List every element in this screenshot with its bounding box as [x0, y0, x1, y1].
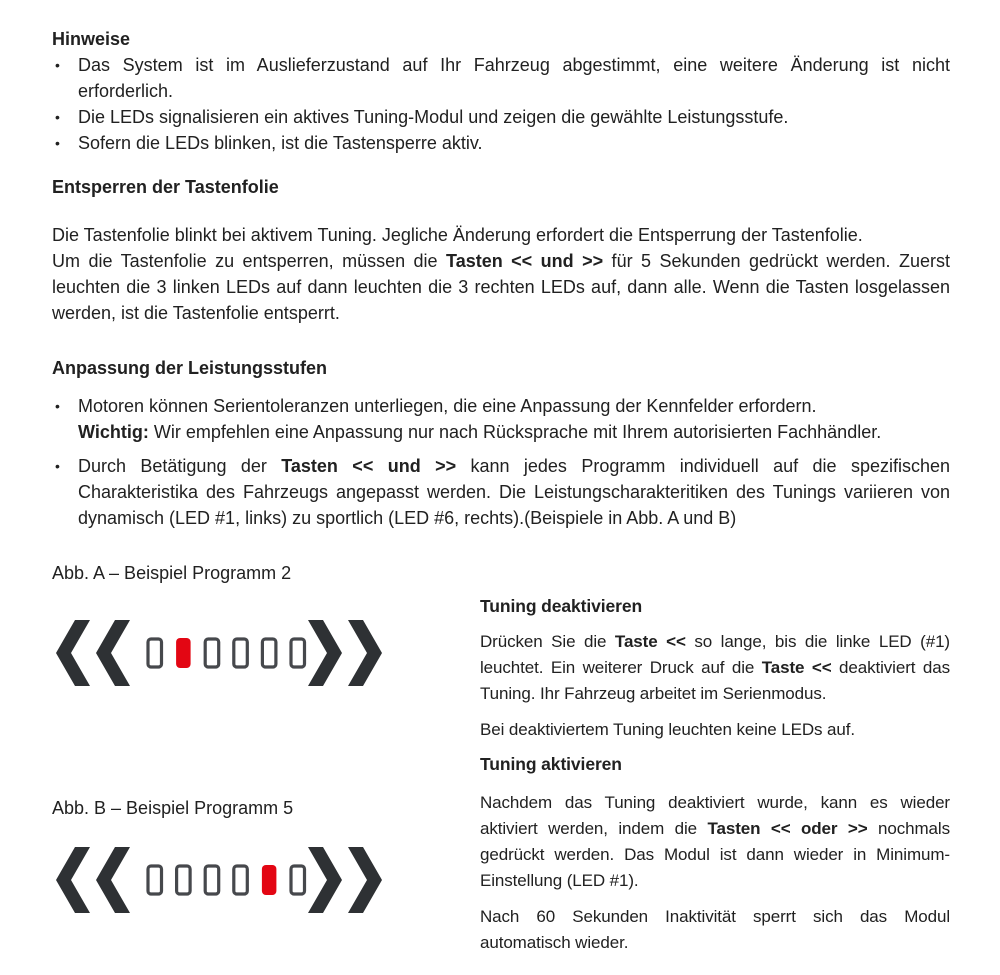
text-run: nochmals gedrückt werden. Das Modul ist dann wieder in Minimum-Einstellung (LED #1).	[480, 819, 950, 890]
text-run: so lange, bis die linke LED (#1) leuchtet. Ein weiterer Druck auf die	[480, 632, 950, 677]
paragraph	[480, 629, 950, 707]
list-item	[52, 453, 950, 531]
text-run: Durch Betätigung der	[78, 456, 282, 476]
chevron-right-icon	[308, 620, 342, 686]
led-2-on	[176, 638, 191, 668]
hinweise-bullet-list	[52, 52, 950, 156]
chevron-left-icon	[96, 847, 130, 913]
section-title-tuning-deaktivieren: Tuning deaktivieren	[480, 596, 643, 616]
led-6-off	[291, 866, 305, 894]
text-run: kann jedes Programm individuell auf die spezifischen Charakteristika des Fahrzeugs angepasst werden. Die Leistungscharakteritiken des Tunings variieren von dynamisch (LED #1, links) zu sportlich (LED #6, rechts).(Beispiele in Abb. A und B)	[78, 456, 950, 528]
figures-and-instructions-region	[52, 560, 950, 975]
chevron-right-icon	[348, 620, 382, 686]
figure-b-led-display	[56, 847, 382, 913]
figure-b-caption: Abb. B – Beispiel Programm 5	[52, 798, 294, 818]
paragraph	[480, 790, 950, 894]
bullet-text	[78, 453, 950, 531]
list-item	[52, 52, 950, 104]
bullet-marker: •	[55, 458, 60, 474]
text-run: Um die Tastenfolie zu entsperren, müssen die	[52, 251, 447, 271]
bullet-text: Sofern die LEDs blinken, ist die Tastensperre aktiv.	[78, 133, 483, 153]
chevron-right-icon	[348, 847, 382, 913]
list-item	[52, 393, 950, 445]
chevron-left-icon	[96, 620, 130, 686]
led-2-off	[177, 866, 191, 894]
led-6-off	[291, 639, 305, 667]
bullet-marker: •	[55, 57, 60, 73]
section-title-entsperren: Entsperren der Tastenfolie	[52, 177, 279, 197]
bullet-text	[78, 393, 950, 445]
text-run: Wir empfehlen eine Anpassung nur nach Rücksprache mit Ihrem autorisierten Fachhändler.	[148, 422, 882, 442]
figure-a-caption: Abb. A – Beispiel Programm 2	[52, 563, 292, 583]
led-display-graphic	[56, 847, 382, 913]
text-run: Motoren können Serientoleranzen unterliegen, die eine Anpassung der Kennfelder erfordern.	[78, 396, 817, 416]
paragraph	[52, 248, 950, 326]
led-display-graphic	[56, 620, 382, 686]
bullet-marker: •	[55, 135, 60, 151]
paragraph: Nach 60 Sekunden Inaktivität sperrt sich das Modul automatisch wieder.	[480, 907, 950, 952]
text-run-bold: Wichtig:	[78, 422, 149, 442]
section-title-hinweise: Hinweise	[52, 29, 131, 49]
instructions-column	[480, 593, 950, 956]
text-run-bold: Tasten << und >>	[446, 251, 604, 271]
section-title-tuning-aktivieren: Tuning aktivieren	[480, 754, 622, 774]
led-5-off	[262, 639, 276, 667]
text-run-bold: Taste <<	[761, 658, 832, 677]
text-run: Nachdem das Tuning deaktiviert wurde, kann es wieder aktiviert werden, indem die	[480, 793, 950, 838]
chevron-left-icon	[56, 847, 90, 913]
list-item	[52, 104, 950, 130]
led-4-off	[234, 866, 248, 894]
led-3-off	[205, 866, 219, 894]
chevron-left-icon	[56, 620, 90, 686]
text-run: für 5 Sekunden gedrückt werden. Zuerst leuchten die 3 linken LEDs auf dann leuchten die 3 rechten LEDs auf, dann alle. Wenn die Tasten losgelassen werden, ist die Tastenfolie entsperrt.	[52, 251, 950, 323]
led-1-off	[148, 866, 162, 894]
paragraph: Bei deaktiviertem Tuning leuchten keine LEDs auf.	[480, 720, 855, 739]
text-run: deaktiviert das Tuning. Ihr Fahrzeug arbeitet im Serienmodus.	[480, 658, 950, 703]
figure-a-led-display	[56, 620, 382, 686]
led-5-on	[262, 865, 277, 895]
section-title-anpassung: Anpassung der Leistungsstufen	[52, 358, 328, 378]
text-run: Drücken Sie die	[480, 632, 615, 651]
text-run-bold: Tasten << oder >>	[707, 819, 868, 838]
bullet-text: Die LEDs signalisieren ein aktives Tuning-Modul und zeigen die gewählte Leistungsstufe.	[78, 107, 789, 127]
bullet-marker: •	[55, 109, 60, 125]
text-run-bold: Taste <<	[614, 632, 686, 651]
bullet-text: Das System ist im Auslieferzustand auf Ihr Fahrzeug abgestimmt, eine weitere Änderung ist nicht erforderlich.	[78, 55, 950, 101]
led-1-off	[148, 639, 162, 667]
led-3-off	[205, 639, 219, 667]
text-run-bold: Tasten << und >>	[281, 456, 457, 476]
chevron-right-icon	[308, 847, 342, 913]
led-4-off	[234, 639, 248, 667]
bullet-marker: •	[55, 398, 60, 414]
paragraph: Die Tastenfolie blinkt bei aktivem Tuning. Jegliche Änderung erfordert die Entsperrung der Tastenfolie.	[52, 225, 863, 245]
list-item	[52, 130, 950, 156]
